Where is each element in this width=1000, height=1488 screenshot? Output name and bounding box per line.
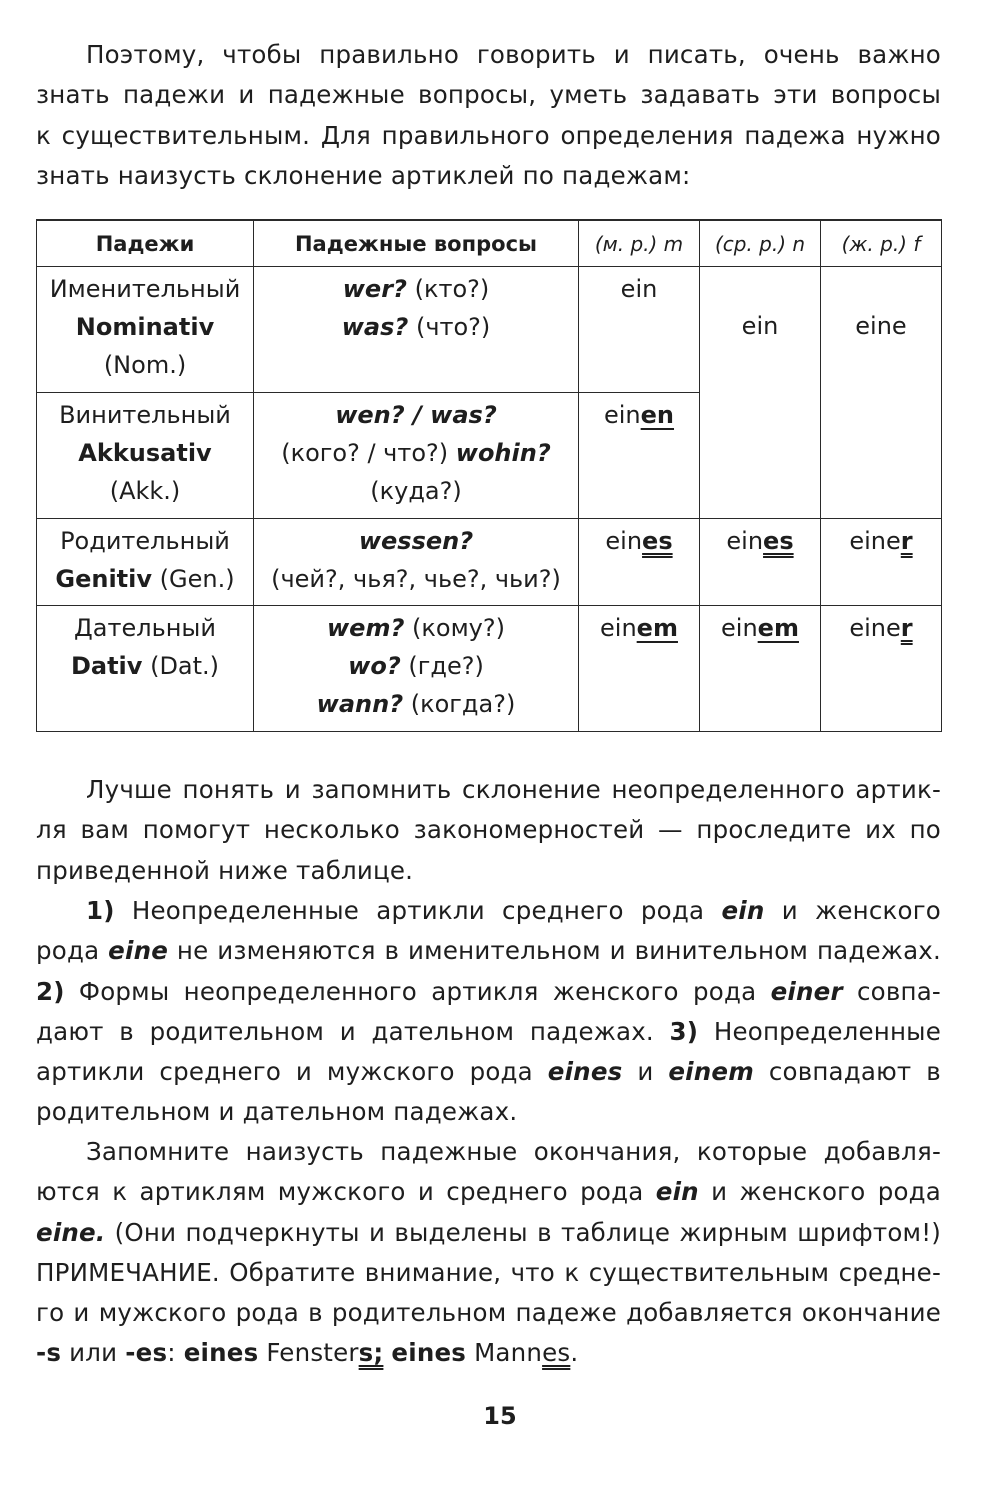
header-cases: Падежи — [37, 220, 254, 267]
intro-line: знать падежи и падежные вопросы, уметь задавать эти вопросы — [36, 80, 941, 110]
german-word: einer — [770, 976, 843, 1006]
case-ru: Именительный — [49, 275, 241, 303]
text-line — [36, 1052, 941, 1092]
text-line — [36, 1172, 941, 1212]
article-ending: en — [640, 401, 675, 429]
case-cell — [37, 267, 253, 387]
case-de: Akkusativ — [78, 439, 212, 467]
text-line: Запомните наизусть падежные окончания, которые добавля- — [86, 1137, 941, 1166]
case-de: Nominativ — [75, 313, 215, 341]
text-line — [36, 1012, 941, 1052]
question-ru: (кого? / что?) — [281, 439, 449, 467]
case-abbr: (Dat.) — [150, 652, 220, 680]
text-line: Лучше понять и запомнить склонение неопределенного артик- — [86, 775, 941, 804]
text-span: . — [570, 1338, 579, 1368]
text-line: приведенной ниже таблице. — [36, 855, 414, 885]
article-ending: em — [636, 614, 678, 642]
article-neut — [700, 519, 820, 563]
text-span: и женского — [781, 896, 941, 925]
case-de: Dativ — [70, 652, 143, 680]
article-ending: es — [642, 527, 673, 555]
german-word: eines — [391, 1338, 467, 1368]
text-span: артикли среднего и мужского рода — [36, 1057, 533, 1087]
question-ru: (чей?, чья?, чье?, чьи?) — [271, 565, 561, 593]
header-feminine: (ж. р.) f — [821, 220, 942, 267]
question-ru: (куда?) — [370, 477, 462, 505]
declension-table — [36, 219, 942, 732]
question-de: wo? — [348, 652, 401, 680]
text-span: и женского рода — [711, 1177, 941, 1207]
ending: -s — [36, 1338, 62, 1368]
ending: es — [542, 1338, 571, 1368]
german-word: eine. — [36, 1217, 106, 1247]
ending: -es — [125, 1338, 168, 1368]
question-ru: (кто?) — [414, 275, 490, 303]
case-abbr: (Gen.) — [159, 565, 235, 593]
german-word: ein — [721, 896, 765, 925]
question-ru: (когда?) — [410, 690, 516, 718]
article-fem: eine — [855, 312, 907, 340]
case-cell — [37, 393, 253, 513]
rule-number: 3) — [669, 1016, 699, 1046]
paragraph-memorize — [36, 1132, 941, 1374]
paragraph-rules — [36, 891, 941, 1133]
text-span: совпа- — [857, 976, 941, 1006]
question-de: wem? — [327, 614, 405, 642]
article-masc: ein — [620, 275, 658, 303]
table-header-row — [37, 220, 942, 267]
case-cell — [37, 606, 253, 688]
question-cell — [254, 393, 578, 513]
text-span: Формы неопределенного артикля женского рода — [78, 976, 757, 1006]
text-line — [36, 972, 941, 1012]
text-line — [36, 1213, 941, 1253]
ending: s; — [358, 1338, 384, 1368]
question-de: was? — [341, 313, 409, 341]
case-ru: Родительный — [60, 527, 230, 555]
question-cell — [254, 519, 578, 601]
case-ru: Дательный — [74, 614, 216, 642]
page-number: 15 — [483, 1402, 517, 1430]
question-de: wer? — [342, 275, 407, 303]
text-span: не изменяются в именительном и винительном падежах. — [176, 936, 941, 966]
article-stem: ein — [605, 527, 643, 555]
article-stem: eine — [849, 527, 901, 555]
german-word: Fenster — [266, 1338, 359, 1368]
article-ending: r — [900, 527, 913, 555]
intro-paragraph — [36, 35, 941, 196]
article-fem — [821, 519, 941, 563]
case-abbr: (Akk.) — [109, 477, 181, 505]
question-ru: (где?) — [408, 652, 484, 680]
case-abbr: (Nom.) — [103, 351, 187, 379]
intro-line: знать наизусть склонение артиклей по падежам: — [36, 160, 691, 190]
case-de: Genitiv — [55, 565, 153, 593]
german-word: eines — [183, 1338, 259, 1368]
text-span: : — [167, 1338, 176, 1368]
article-masc — [579, 519, 699, 563]
article-stem: ein — [600, 614, 637, 642]
text-line — [36, 931, 941, 971]
question-ru: (что?) — [415, 313, 491, 341]
article-ending: es — [763, 527, 794, 555]
text-span: ются к артиклям мужского и среднего рода — [36, 1177, 644, 1207]
german-word: eine — [108, 936, 169, 966]
question-de: wann? — [316, 690, 404, 718]
text-line: го и мужского рода в родительном падеже добавляется окончание — [36, 1298, 941, 1328]
text-span: (Они подчеркнуты и выделены в таблице жирным шрифтом!) — [114, 1217, 941, 1247]
header-masculine: (м. р.) m — [579, 220, 700, 267]
german-word: einem — [668, 1057, 754, 1087]
rule-number: 1) — [86, 896, 115, 925]
text-span: совпадают в — [768, 1057, 941, 1087]
table-row-dativ — [37, 606, 942, 732]
intro-line: к существительным. Для правильного определения падежа нужно — [36, 120, 941, 150]
question-ru: (кому?) — [412, 614, 505, 642]
case-cell — [37, 519, 253, 601]
question-cell — [254, 267, 578, 349]
text-span: и — [637, 1057, 654, 1087]
text-span: дают в родительном и дательном падежах. — [36, 1016, 654, 1046]
article-masc — [579, 606, 699, 650]
article-stem: ein — [726, 527, 764, 555]
german-word: eines — [547, 1057, 623, 1087]
article-neut: ein — [741, 312, 779, 340]
text-line: родительном и дательном падежах. — [36, 1097, 518, 1127]
intro-line: Поэтому, чтобы правильно говорить и писать, очень важно — [86, 40, 941, 69]
german-word: ein — [655, 1177, 699, 1207]
article-stem: eine — [849, 614, 901, 642]
table-row-genitiv — [37, 519, 942, 606]
text-span: рода — [36, 936, 100, 966]
question-cell — [254, 606, 578, 726]
text-line — [36, 891, 941, 931]
header-questions: Падежные вопросы — [254, 220, 579, 267]
text-line: ПРИМЕЧАНИЕ. Обратите внимание, что к существительным средне- — [36, 1257, 941, 1287]
question-de: wessen? — [358, 527, 474, 555]
text-span: или — [69, 1338, 118, 1368]
article-fem — [821, 606, 941, 650]
table-row-nominativ — [37, 267, 942, 393]
case-ru: Винительный — [59, 401, 231, 429]
rule-number: 2) — [36, 976, 65, 1006]
article-masc — [579, 393, 699, 437]
article-neut — [700, 606, 820, 650]
question-de: wen? / was? — [335, 401, 497, 429]
paragraph-patterns — [36, 770, 941, 891]
german-word: Mann — [474, 1338, 543, 1368]
text-line: ля вам помогут несколько закономерностей — проследите их по — [36, 815, 941, 845]
question-de: wohin? — [455, 439, 551, 467]
article-stem: ein — [721, 614, 758, 642]
article-ending: r — [900, 614, 913, 642]
article-ending: em — [757, 614, 799, 642]
text-line — [36, 1333, 941, 1373]
article-stem: ein — [603, 401, 641, 429]
text-span: Неопределенные — [713, 1016, 941, 1046]
header-neuter: (ср. р.) n — [700, 220, 821, 267]
text-span: Неопределенные артикли среднего рода — [131, 896, 705, 925]
